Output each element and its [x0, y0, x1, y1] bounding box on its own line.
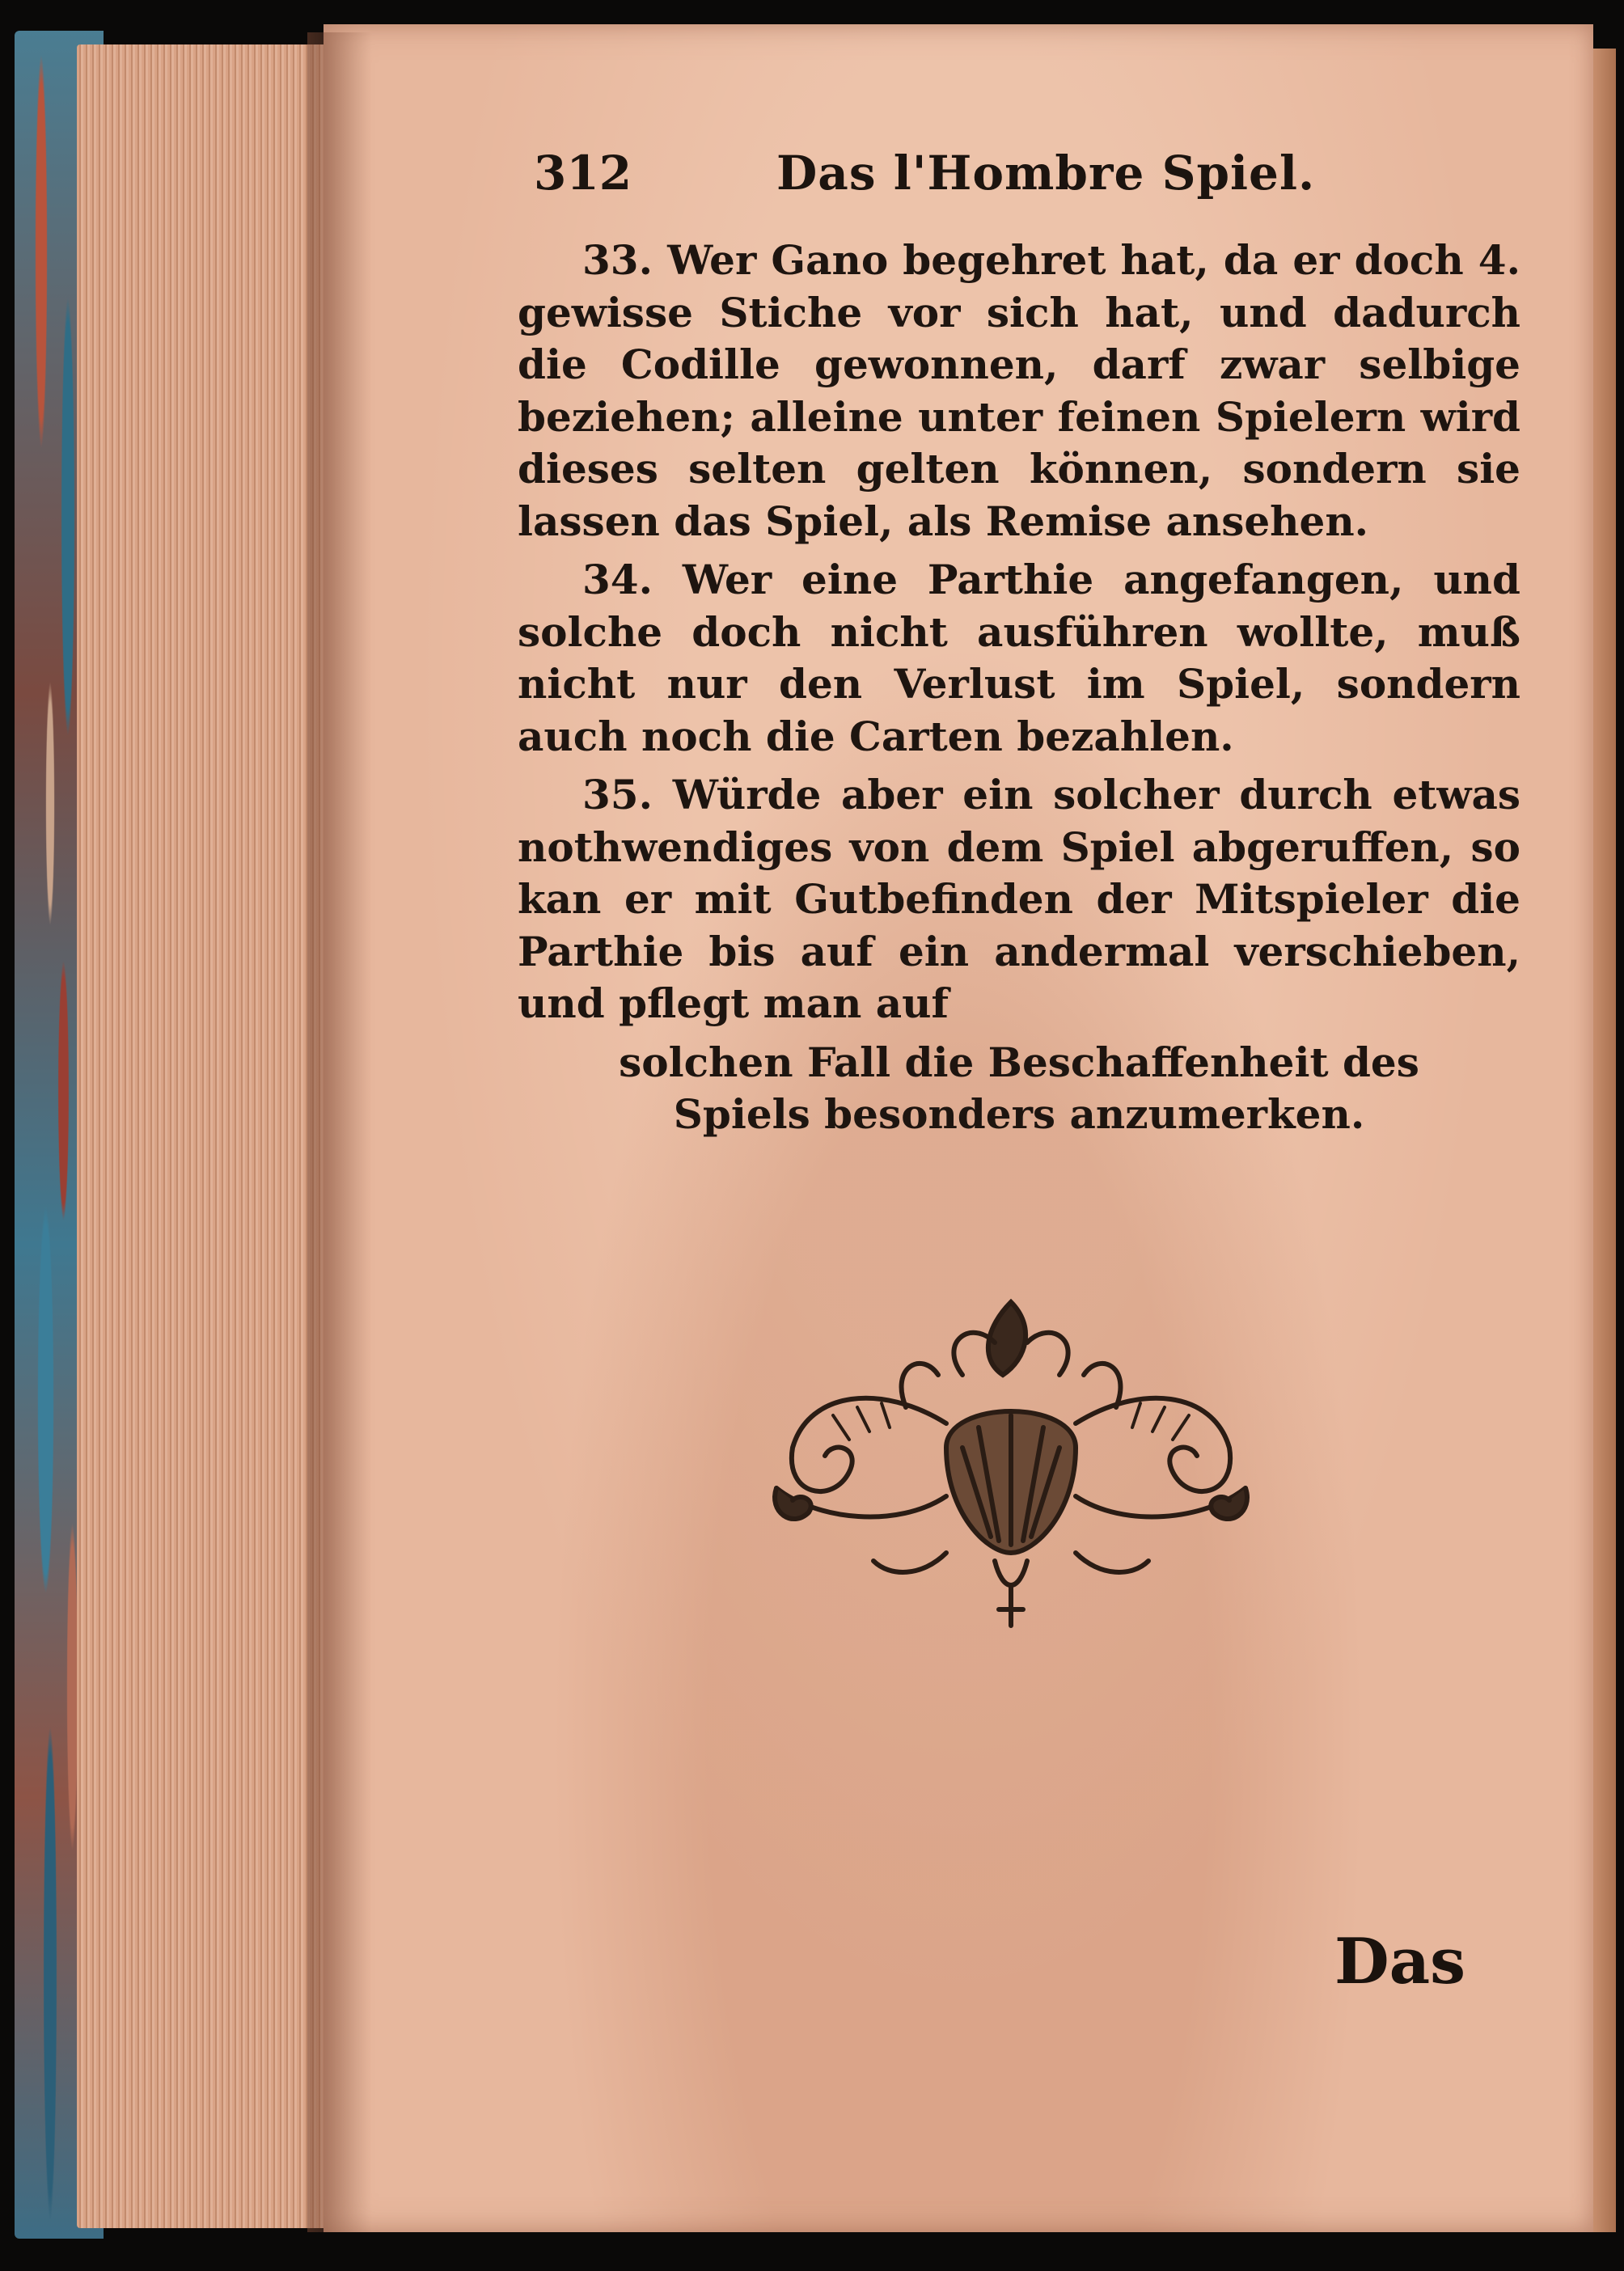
rococo-ornament-icon	[760, 1286, 1262, 1658]
body-text	[518, 235, 1520, 1148]
paragraph-35-end: solchen Fall die Beschaffenheit des Spiels besonders anzumerken.	[619, 1038, 1419, 1138]
gutter-shadow	[307, 32, 372, 2232]
book-page	[324, 24, 1593, 2232]
paragraph-35: 35. Würde aber ein solcher durch etwas nothwendiges von dem Spiel abgeruffen, so kan er mit Gutbefinden der Mitspieler die Parthie bis auf ein andermal verschieben, und pflegt man auf	[518, 771, 1520, 1027]
running-title: Das l'Hombre Spiel.	[776, 146, 1316, 201]
running-header	[534, 146, 1472, 218]
catchword: Das	[1334, 1925, 1466, 1998]
page-number: 312	[534, 146, 632, 201]
right-page-edge	[1592, 49, 1616, 2232]
paragraph-33: 33. Wer Gano begehret hat, da er doch 4. gewisse Stiche vor sich hat, und dadurch die Codille gewonnen, darf zwar selbige beziehen; alleine unter feinen Spielern wird dieses selten gelten können, sondern sie lassen das Spiel, als Remise ansehen.	[518, 236, 1520, 545]
page-edges	[77, 44, 336, 2228]
paragraph-34: 34. Wer eine Parthie angefangen, und solche doch nicht ausführen wollte, muß nicht nur den Verlust im Spiel, sondern auch noch die Carten bezahlen.	[518, 556, 1520, 760]
